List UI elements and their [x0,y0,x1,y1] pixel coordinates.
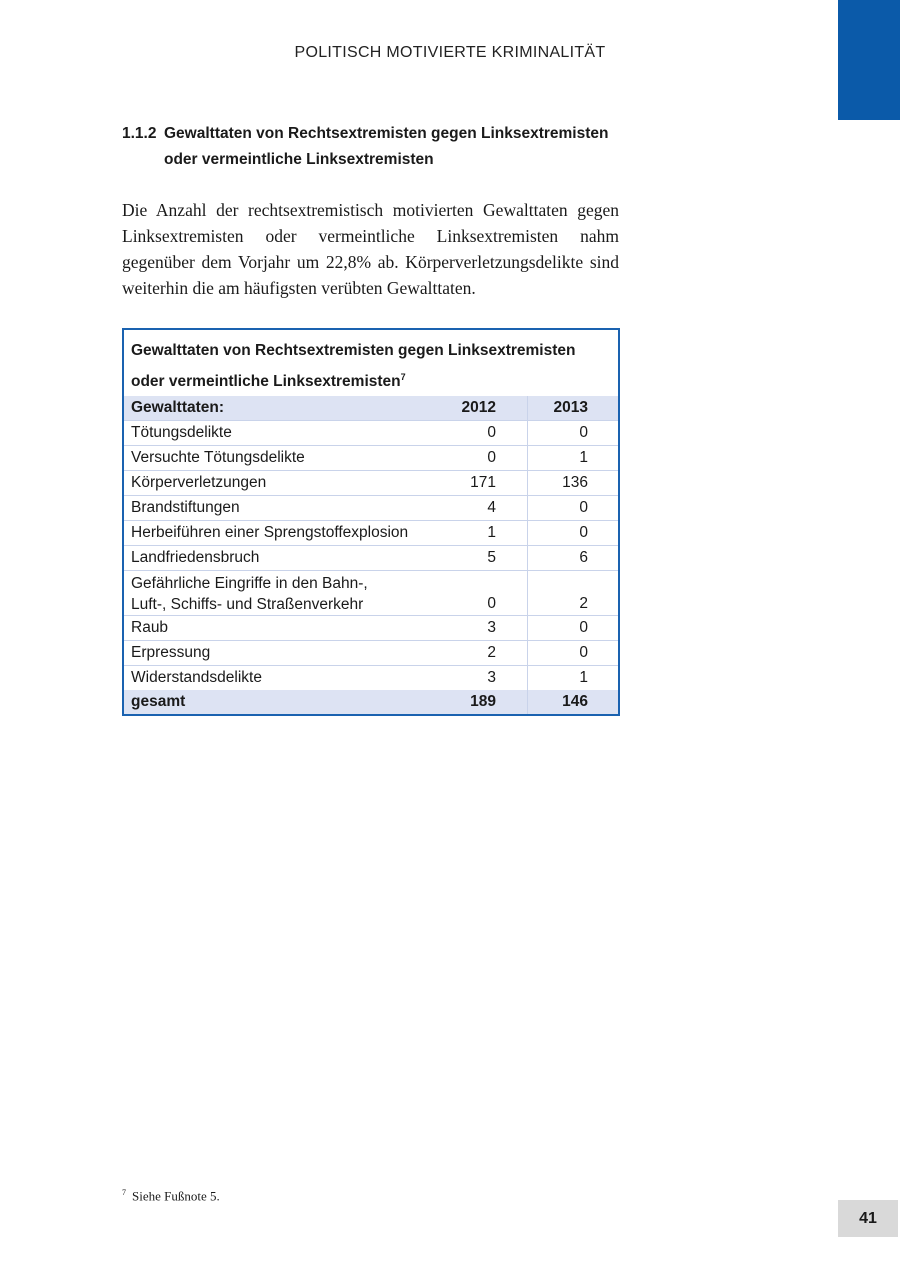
section-title-line2: oder vermeintliche Linksextremisten [164,151,434,168]
column-header: Gewalttaten: [131,399,225,416]
table-row [124,520,618,545]
value-2012: 3 [436,616,528,640]
body-paragraph: Die Anzahl der rechtsextremistisch motivierten Gewalttaten gegen Linksextremisten oder vermeintliche Linksextremisten nahm gegenüber dem Vorjahr um 22,8% ab. Körperverletzungsdelikte sind weiterhin die am häufigsten verübten Gewalttaten. [122,200,619,298]
value-2013: 0 [579,619,588,636]
table-title-line1: Gewalttaten von Rechtsextremisten gegen Linksextremisten [131,342,576,359]
section-title-line1: Gewalttaten von Rechtsextremisten gegen Linksextremisten [164,125,609,142]
value-2012: 2 [436,641,528,665]
value-2013: 0 [579,424,588,441]
value-2012: 171 [436,471,528,495]
page-number: 41 [838,1200,898,1237]
section-heading [122,121,608,173]
row-label: Versuchte Tötungsdelikte [131,449,305,466]
footnote-ref: 7 [400,372,406,382]
value-2013: 1 [579,449,588,466]
table-title [124,330,618,396]
table-row [124,665,618,690]
table-total-row [124,690,618,714]
value-2013: 136 [562,474,588,491]
section-number: 1.1.2 [122,125,157,142]
table-title-line2: oder vermeintliche Linksextremisten [131,373,401,391]
table-row [124,570,618,615]
table-row [124,495,618,520]
row-label: Raub [131,619,169,636]
row-label: Gefährliche Eingriffe in den Bahn-, Luft-, Schiffs- und Straßenverkehr [131,575,368,613]
row-label: Herbeiführen einer Sprengstoffexplosion [131,524,409,541]
statistics-table [122,328,620,716]
total-2012: 189 [436,690,528,714]
value-2013: 2 [579,595,588,612]
total-label: gesamt [131,693,186,710]
footnote-text: Siehe Fußnote 5. [132,1188,220,1204]
column-header: 2012 [436,396,528,420]
row-label: Widerstandsdelikte [131,669,262,686]
table-row [124,470,618,495]
column-header: 2013 [553,399,588,416]
value-2012: 1 [436,521,528,545]
running-header: POLITISCH MOTIVIERTE KRIMINALITÄT [294,44,606,61]
table-row [124,615,618,640]
row-label: Erpressung [131,644,211,661]
value-2013: 0 [579,499,588,516]
value-2012: 0 [436,571,528,615]
value-2013: 6 [579,549,588,566]
table-row [124,640,618,665]
footnote-mark: 7 [122,1188,126,1197]
value-2012: 0 [436,446,528,470]
footnote [122,1188,220,1204]
value-2013: 0 [579,524,588,541]
row-label: Körperverletzungen [131,474,267,491]
value-2012: 0 [436,421,528,445]
table-row [124,445,618,470]
value-2013: 0 [579,644,588,661]
table-row [124,420,618,445]
row-label: Landfriedensbruch [131,549,260,566]
value-2012: 4 [436,496,528,520]
row-label: Tötungsdelikte [131,424,232,441]
total-2013: 146 [562,693,588,710]
value-2013: 1 [579,669,588,686]
row-label: Brandstiftungen [131,499,240,516]
table-row [124,545,618,570]
value-2012: 5 [436,546,528,570]
table-header-row [124,396,618,420]
value-2012: 3 [436,666,528,690]
